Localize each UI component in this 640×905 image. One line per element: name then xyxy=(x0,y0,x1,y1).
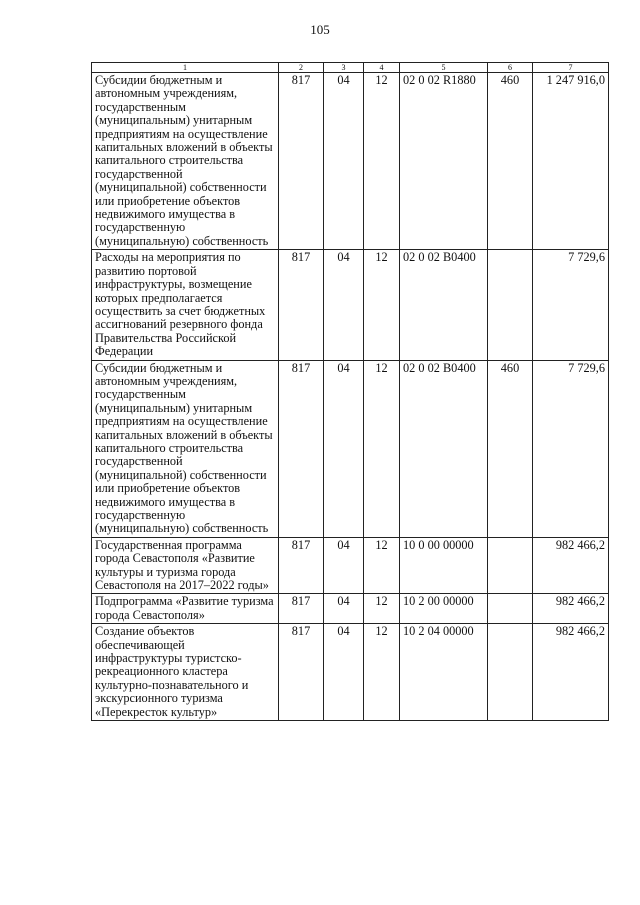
expense-name-cell: Субсидии бюджетным и автономным учреждениям, государственным (муниципальным) унитарным предприятиям на осуществление капитальных вложений в объекты капитального строительства государственной (муниципальной) собственности или приобретение объектов недвижимого имущества в государственную (муниципальную) собственность xyxy=(92,73,279,250)
amount-cell: 7 729,6 xyxy=(533,250,609,360)
subsection-cell: 12 xyxy=(364,624,400,721)
expense-type-cell: 460 xyxy=(488,73,533,250)
column-header: 2 xyxy=(279,63,324,73)
expense-type-cell xyxy=(488,624,533,721)
section-cell: 04 xyxy=(324,624,364,721)
column-number-row xyxy=(92,63,609,73)
ministry-code-cell: 817 xyxy=(279,250,324,360)
table-row xyxy=(92,594,609,624)
page-number: 105 xyxy=(310,22,330,37)
ministry-code-cell: 817 xyxy=(279,360,324,537)
section-cell: 04 xyxy=(324,250,364,360)
section-cell: 04 xyxy=(324,537,364,594)
amount-cell: 982 466,2 xyxy=(533,537,609,594)
ministry-code-cell: 817 xyxy=(279,624,324,721)
column-header: 6 xyxy=(488,63,533,73)
column-header: 3 xyxy=(324,63,364,73)
table-row xyxy=(92,537,609,594)
ministry-code-cell: 817 xyxy=(279,73,324,250)
target-article-cell: 10 0 00 00000 xyxy=(400,537,488,594)
amount-cell: 982 466,2 xyxy=(533,594,609,624)
budget-table xyxy=(91,62,609,721)
section-cell: 04 xyxy=(324,73,364,250)
subsection-cell: 12 xyxy=(364,73,400,250)
target-article-cell: 10 2 00 00000 xyxy=(400,594,488,624)
target-article-cell: 10 2 04 00000 xyxy=(400,624,488,721)
expense-type-cell xyxy=(488,537,533,594)
target-article-cell: 02 0 02 B0400 xyxy=(400,250,488,360)
subsection-cell: 12 xyxy=(364,537,400,594)
expense-name-cell: Государственная программа города Севастополя «Развитие культуры и туризма города Севастополя на 2017–2022 годы» xyxy=(92,537,279,594)
section-cell: 04 xyxy=(324,360,364,537)
table-row xyxy=(92,360,609,537)
expense-name-cell: Субсидии бюджетным и автономным учреждениям, государственным (муниципальным) унитарным предприятиям на осуществление капитальных вложений в объекты капитального строительства государственной (муниципальной) собственности или приобретение объектов недвижимого имущества в государственную (муниципальную) собственность xyxy=(92,360,279,537)
expense-name-cell: Расходы на мероприятия по развитию портовой инфраструктуры, возмещение которых предполагается осуществить за счет бюджетных ассигнований резервного фонда Правительства Российской Федерации xyxy=(92,250,279,360)
subsection-cell: 12 xyxy=(364,360,400,537)
amount-cell: 1 247 916,0 xyxy=(533,73,609,250)
table-row xyxy=(92,73,609,250)
section-cell: 04 xyxy=(324,594,364,624)
amount-cell: 982 466,2 xyxy=(533,624,609,721)
expense-type-cell xyxy=(488,250,533,360)
column-header: 1 xyxy=(92,63,279,73)
subsection-cell: 12 xyxy=(364,250,400,360)
column-header: 5 xyxy=(400,63,488,73)
column-header: 4 xyxy=(364,63,400,73)
expense-name-cell: Создание объектов обеспечивающей инфраструктуры туристско-рекреационного кластера культурно-познавательного и экскурсионного туризма «Перекресток культур» xyxy=(92,624,279,721)
column-header: 7 xyxy=(533,63,609,73)
expense-type-cell xyxy=(488,594,533,624)
table-row xyxy=(92,624,609,721)
ministry-code-cell: 817 xyxy=(279,594,324,624)
table-row xyxy=(92,250,609,360)
expense-name-cell: Подпрограмма «Развитие туризма города Севастополя» xyxy=(92,594,279,624)
ministry-code-cell: 817 xyxy=(279,537,324,594)
amount-cell: 7 729,6 xyxy=(533,360,609,537)
target-article-cell: 02 0 02 B0400 xyxy=(400,360,488,537)
expense-type-cell: 460 xyxy=(488,360,533,537)
target-article-cell: 02 0 02 R1880 xyxy=(400,73,488,250)
subsection-cell: 12 xyxy=(364,594,400,624)
